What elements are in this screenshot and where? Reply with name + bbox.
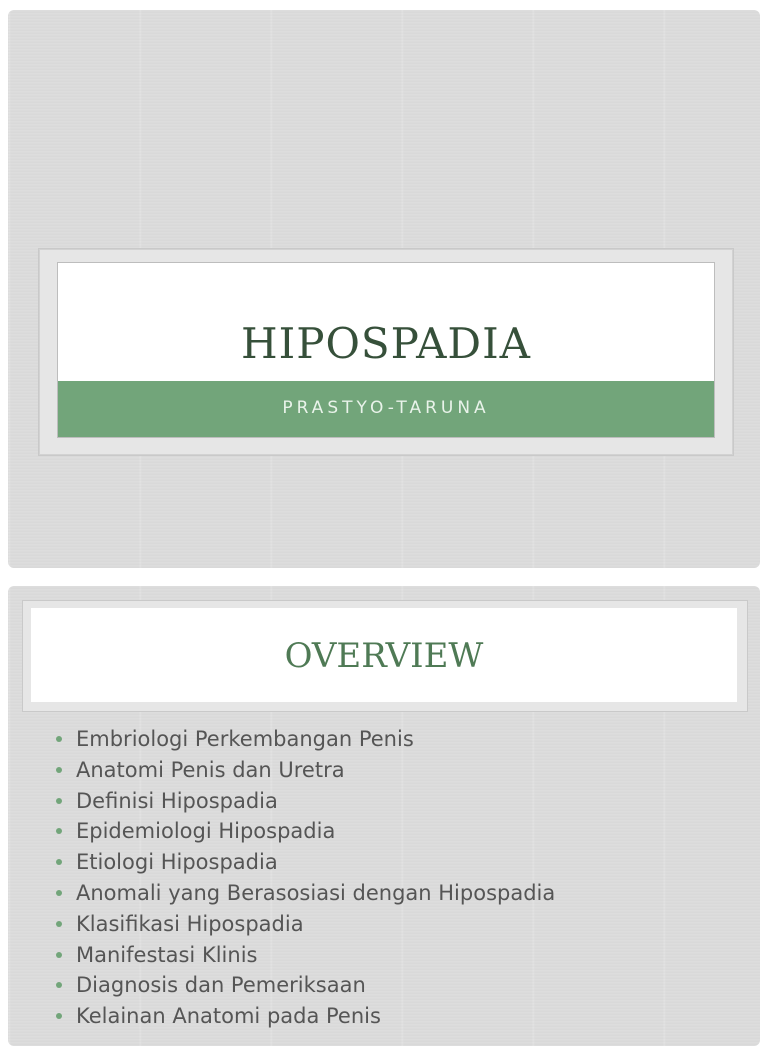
- list-item-text: Etiologi Hipospadia: [76, 850, 278, 875]
- bullet-dot-icon: [56, 828, 62, 834]
- list-item-text: Embriologi Perkembangan Penis: [76, 727, 414, 751]
- bullet-dot-icon: [56, 1013, 62, 1019]
- list-item-text: Kelainan Anatomi pada Penis: [76, 1004, 381, 1029]
- bullet-dot-icon: [56, 736, 62, 742]
- bullet-dot-icon: [56, 890, 62, 896]
- list-item: [54, 816, 555, 847]
- title-frame: [38, 248, 734, 456]
- list-item-text: Anomali yang Berasosiasi dengan Hipospadia: [76, 880, 556, 905]
- overview-heading: OVERVIEW: [284, 636, 484, 676]
- title-card: [57, 262, 715, 438]
- list-item: [54, 909, 555, 940]
- list-item: [54, 940, 555, 971]
- list-item: [54, 724, 555, 755]
- list-item: [54, 878, 555, 909]
- presentation-subtitle: PRASTYO-TARUNA: [282, 398, 490, 418]
- list-item-text: Definisi Hipospadia: [76, 788, 278, 813]
- bullet-dot-icon: [56, 798, 62, 804]
- bullet-dot-icon: [56, 859, 62, 865]
- presentation-title: HIPOSPADIA: [240, 319, 531, 368]
- list-item: [54, 970, 555, 1001]
- bullet-dot-icon: [56, 982, 62, 988]
- list-item: [54, 786, 555, 817]
- bullet-dot-icon: [56, 921, 62, 927]
- list-item: [54, 1001, 555, 1032]
- list-item: [54, 755, 555, 786]
- overview-title-card: [31, 608, 737, 702]
- overview-title-frame: [22, 600, 748, 712]
- slide-overview: [8, 586, 760, 1046]
- slide-title: [8, 10, 760, 568]
- list-item-text: Klasifikasi Hipospadia: [76, 911, 304, 936]
- list-item-text: Manifestasi Klinis: [76, 942, 258, 967]
- overview-bullet-list: [54, 724, 555, 1032]
- bullet-dot-icon: [56, 952, 62, 958]
- bullet-dot-icon: [56, 767, 62, 773]
- list-item: [54, 847, 555, 878]
- list-item-text: Diagnosis dan Pemeriksaan: [76, 973, 366, 998]
- list-item-text: Anatomi Penis dan Uretra: [76, 757, 345, 782]
- list-item-text: Epidemiologi Hipospadia: [76, 819, 336, 844]
- subtitle-bar: [58, 381, 714, 437]
